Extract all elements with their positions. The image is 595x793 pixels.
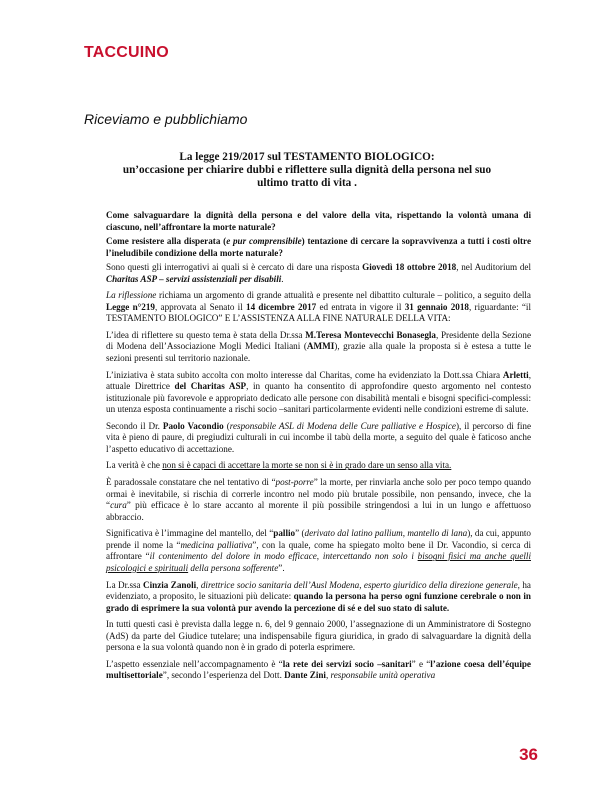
paragraph: Sono questi gli interrogativi ai quali si è cercato di dare una risposta Giovedì 18 ottobre 2018, nel Auditorium del Charitas ASP – servizi assistenziali per disabili. [106,262,531,284]
paragraph: La Dr.ssa Cinzia Zanoli, direttrice socio sanitaria dell’Ausl Modena, esperto giuridico della direzione generale, ha evidenziato, a proposito, le situazioni più delicate: quando la persona ha perso ogni funzione cerebrale o non in grado di esprimere la sua volontà pur avendo la percezione di sé e del suo stato di salute. [106,579,531,613]
paragraph: La riflessione richiama un argomento di grande attualità e presente nel dibattito culturale – politico, a seguito della Legge n°219, approvata al Senato il 14 dicembre 2017 ed entrata in vigore il 31 gennaio 2018, riguardante: “il TESTAMENTO BIOLOGICO” E L’ASSISTENZA ALLA FINE NATURALE DELLA VITA: [106,290,531,324]
article-title [105,151,509,190]
paragraph: È paradossale constatare che nel tentativo di “post-porre” la morte, per rinviarla anche solo per poco tempo quando ormai è inevitabile, si rischia di correrle incontro nel modo più brutale possibile, non pensando, invece, che la “cura” più efficace è lo stare accanto al morente il più possibile stringendosi a lui in un lungo e affettuoso abbraccio. [106,477,531,522]
paragraph: Significativa è l’immagine del mantello, del “pallio” (derivato dal latino pallium, mantello di lana), da cui, appunto prende il nome la “medicina palliativa”, con la quale, come ha spiegato molto bene il Dr. Vacondio, si cerca di affrontare “il contenimento del dolore in modo efficace, intercettando non solo i bisogni fisici ma anche quelli psicologici e spirituali della persona sofferente”. [106,528,531,573]
question-paragraph: Come salvaguardare la dignità della persona e del valore della vita, rispettando la volontà umana di ciascuno, nell’affrontare la morte naturale? [106,210,531,232]
paragraph: La verità è che non si è capaci di accettare la morte se non si è in grado dare un senso alla vita. [106,460,452,471]
paragraph: In tutti questi casi è prevista dalla legge n. 6, del 9 gennaio 2000, l’assegnazione di un Amministratore di Sostegno (AdS) da parte del Giudice tutelare; una indispensabile figura giuridica, in grado di salvaguardare la dignità della persona e la sua volontà quando non è in grado di poterla esprimere. [106,619,531,653]
question-paragraph: Come resistere alla disperata (e pur comprensibile) tentazione di cercare la sopravvivenza a tutti i costi oltre l’ineludibile condizione della morte naturale? [106,236,531,258]
title-line: ultimo tratto di vita . [257,177,357,189]
column-heading: Riceviamo e pubblichiamo [84,111,248,127]
page-number: 36 [519,745,538,764]
article-body [106,210,531,687]
paragraph: Secondo il Dr. Paolo Vacondio (responsabile ASL di Modena delle Cure palliative e Hospice), il percorso di fine vita è pieno di paure, di pregiudizi culturali in cui incombe il tabù della morte, a seguito del quale è faticoso anche l’aspetto educativo di accettazione. [106,420,532,454]
title-line: un’occasione per chiarire dubbi e riflettere sulla dignità della persona nel suo [122,164,492,176]
paragraph: L’aspetto essenziale nell’accompagnamento è “la rete dei servizi socio –sanitari” e “l’azione coesa dell’équipe multisettoriale”, secondo l’esperienza del Dott. Dante Zini, responsabile unità operativa [106,658,531,681]
paragraph: L’idea di riflettere su questo tema è stata della Dr.ssa M.Teresa Montevecchi Bonasegla, Presidente della Sezione di Modena dell’Associazione Mogli Medici Italiani (AMMI), grazie alla quale la proposta si è estesa a tutte le sezioni presenti sul territorio nazionale. [106,329,531,363]
section-label: TACCUINO [84,44,169,61]
paragraph: L’iniziativa è stata subito accolta con molto interesse dal Charitas, come ha evidenziato la Dott.ssa Chiara Arletti, attuale Direttrice del Charitas ASP, in quanto ha consentito di approfondire questo argomento nel contesto istituzionale più favorevole e appropriato dedicato alle persone con disabilità mentali e bisogni specifici-complessi: un utenza esposta continuamente a rischi socio –sanitari particolarmente evidenti nelle condizioni estreme di salute. [106,369,532,415]
title-line: La legge 219/2017 sul TESTAMENTO BIOLOGICO: [179,151,435,163]
